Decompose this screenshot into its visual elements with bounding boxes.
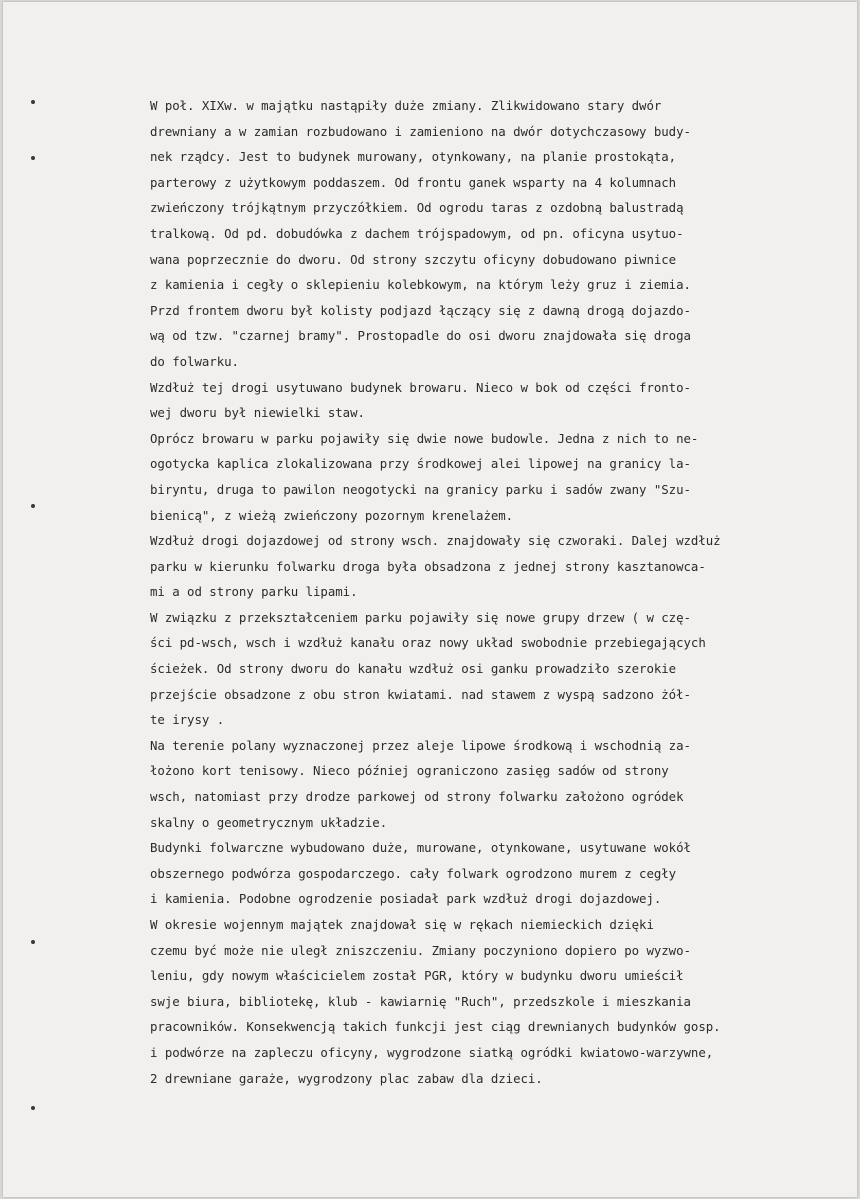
text-line: Przd frontem dworu był kolisty podjazd łączący się z dawną drogą dojazdo- <box>150 302 691 318</box>
text-line: wą od tzw. "czarnej bramy". Prostopadle do osi dworu znajdowała się droga <box>150 328 691 344</box>
text-line: W związku z przekształceniem parku pojawiły się nowe grupy drzew ( w czę- <box>150 609 691 625</box>
text-line: ścieżek. Od strony dworu do kanału wzdłuż osi ganku prowadziło szerokie <box>150 661 677 677</box>
text-line: nek rządcy. Jest to budynek murowany, otynkowany, na planie prostokąta, <box>150 149 677 165</box>
document-body <box>150 93 830 1091</box>
text-line: leniu, gdy nowym właścicielem został PGR, który w budynku dworu umieścił <box>150 968 684 984</box>
text-line: bienicą", z wieżą zwieńczony pozornym krenelażem. <box>150 507 514 523</box>
text-line: mi a od strony parku lipami. <box>150 584 358 600</box>
text-line: do folwarku. <box>150 353 239 369</box>
text-line: i podwórze na zapleczu oficyny, wygrodzone siatką ogródki kwiatowo-warzywne, <box>150 1044 714 1060</box>
margin-mark <box>31 100 35 104</box>
text-line: łożono kort tenisowy. Nieco później ograniczono zasięg sadów od strony <box>150 763 669 779</box>
margin-mark <box>31 940 35 944</box>
text-line: pracowników. Konsekwencją takich funkcji jest ciąg drewnianych budynków gosp. <box>150 1019 721 1035</box>
document-page <box>3 2 857 1197</box>
text-line: wana poprzecznie do dworu. Od strony szczytu oficyny dobudowano piwnice <box>150 251 677 267</box>
text-line: Wzdłuż drogi dojazdowej od strony wsch. znajdowały się czworaki. Dalej wzdłuż <box>150 533 721 549</box>
text-line: obszernego podwórza gospodarczego. cały folwark ogrodzono murem z cegły <box>150 865 677 881</box>
text-line: ści pd-wsch, wsch i wzdłuż kanału oraz nowy układ swobodnie przebiegających <box>150 635 706 651</box>
text-line: Na terenie polany wyznaczonej przez aleje lipowe środkową i wschodnią za- <box>150 737 691 753</box>
text-line: 2 drewniane garaże, wygrodzony plac zabaw dla dzieci. <box>150 1070 543 1086</box>
margin-mark <box>31 1106 35 1110</box>
margin-mark <box>31 156 35 160</box>
text-line: Budynki folwarczne wybudowano duże, murowane, otynkowane, usytuwane wokół <box>150 840 691 856</box>
text-line: drewniany a w zamian rozbudowano i zamieniono na dwór dotychczasowy budy- <box>150 123 691 139</box>
text-line: czemu być może nie uległ zniszczeniu. Zmiany poczyniono dopiero po wyzwo- <box>150 942 691 958</box>
text-line: Oprócz browaru w parku pojawiły się dwie nowe budowle. Jedna z nich to ne- <box>150 430 699 446</box>
text-line: te irysy . <box>150 712 225 728</box>
margin-mark <box>31 504 35 508</box>
text-line: wsch, natomiast przy drodze parkowej od strony folwarku założono ogródek <box>150 789 684 805</box>
text-line: przejście obsadzone z obu stron kwiatami. nad stawem z wyspą sadzono żół- <box>150 686 691 702</box>
text-line: i kamienia. Podobne ogrodzenie posiadał park wzdłuż drogi dojazdowej. <box>150 891 662 907</box>
text-line: Wzdłuż tej drogi usytuwano budynek browaru. Nieco w bok od części fronto- <box>150 379 691 395</box>
text-line: parku w kierunku folwarku droga była obsadzona z jednej strony kasztanowca- <box>150 558 706 574</box>
text-line: skalny o geometrycznym układzie. <box>150 814 388 830</box>
text-line: swje biura, bibliotekę, klub - kawiarnię "Ruch", przedszkole i mieszkania <box>150 993 691 1009</box>
text-line: W poł. XIXw. w majątku nastąpiły duże zmiany. Zlikwidowano stary dwór <box>150 98 662 113</box>
text-line: parterowy z użytkowym poddaszem. Od frontu ganek wsparty na 4 kolumnach <box>150 174 677 190</box>
text-line: z kamienia i cegły o sklepieniu kolebkowym, na którym leży gruz i ziemia. <box>150 277 691 293</box>
text-line: ogotycka kaplica zlokalizowana przy środkowej alei lipowej na granicy la- <box>150 456 691 472</box>
text-line: biryntu, druga to pawilon neogotycki na granicy parku i sadów zwany "Szu- <box>150 481 691 497</box>
text-line: tralkową. Od pd. dobudówka z dachem trójspadowym, od pn. oficyna usytuo- <box>150 225 684 241</box>
text-line: wej dworu był niewielki staw. <box>150 405 365 421</box>
text-line: W okresie wojennym majątek znajdował się w rękach niemieckich dzięki <box>150 917 654 932</box>
text-line: zwieńczony trójkątnym przyczółkiem. Od ogrodu taras z ozdobną balustradą <box>150 200 684 216</box>
